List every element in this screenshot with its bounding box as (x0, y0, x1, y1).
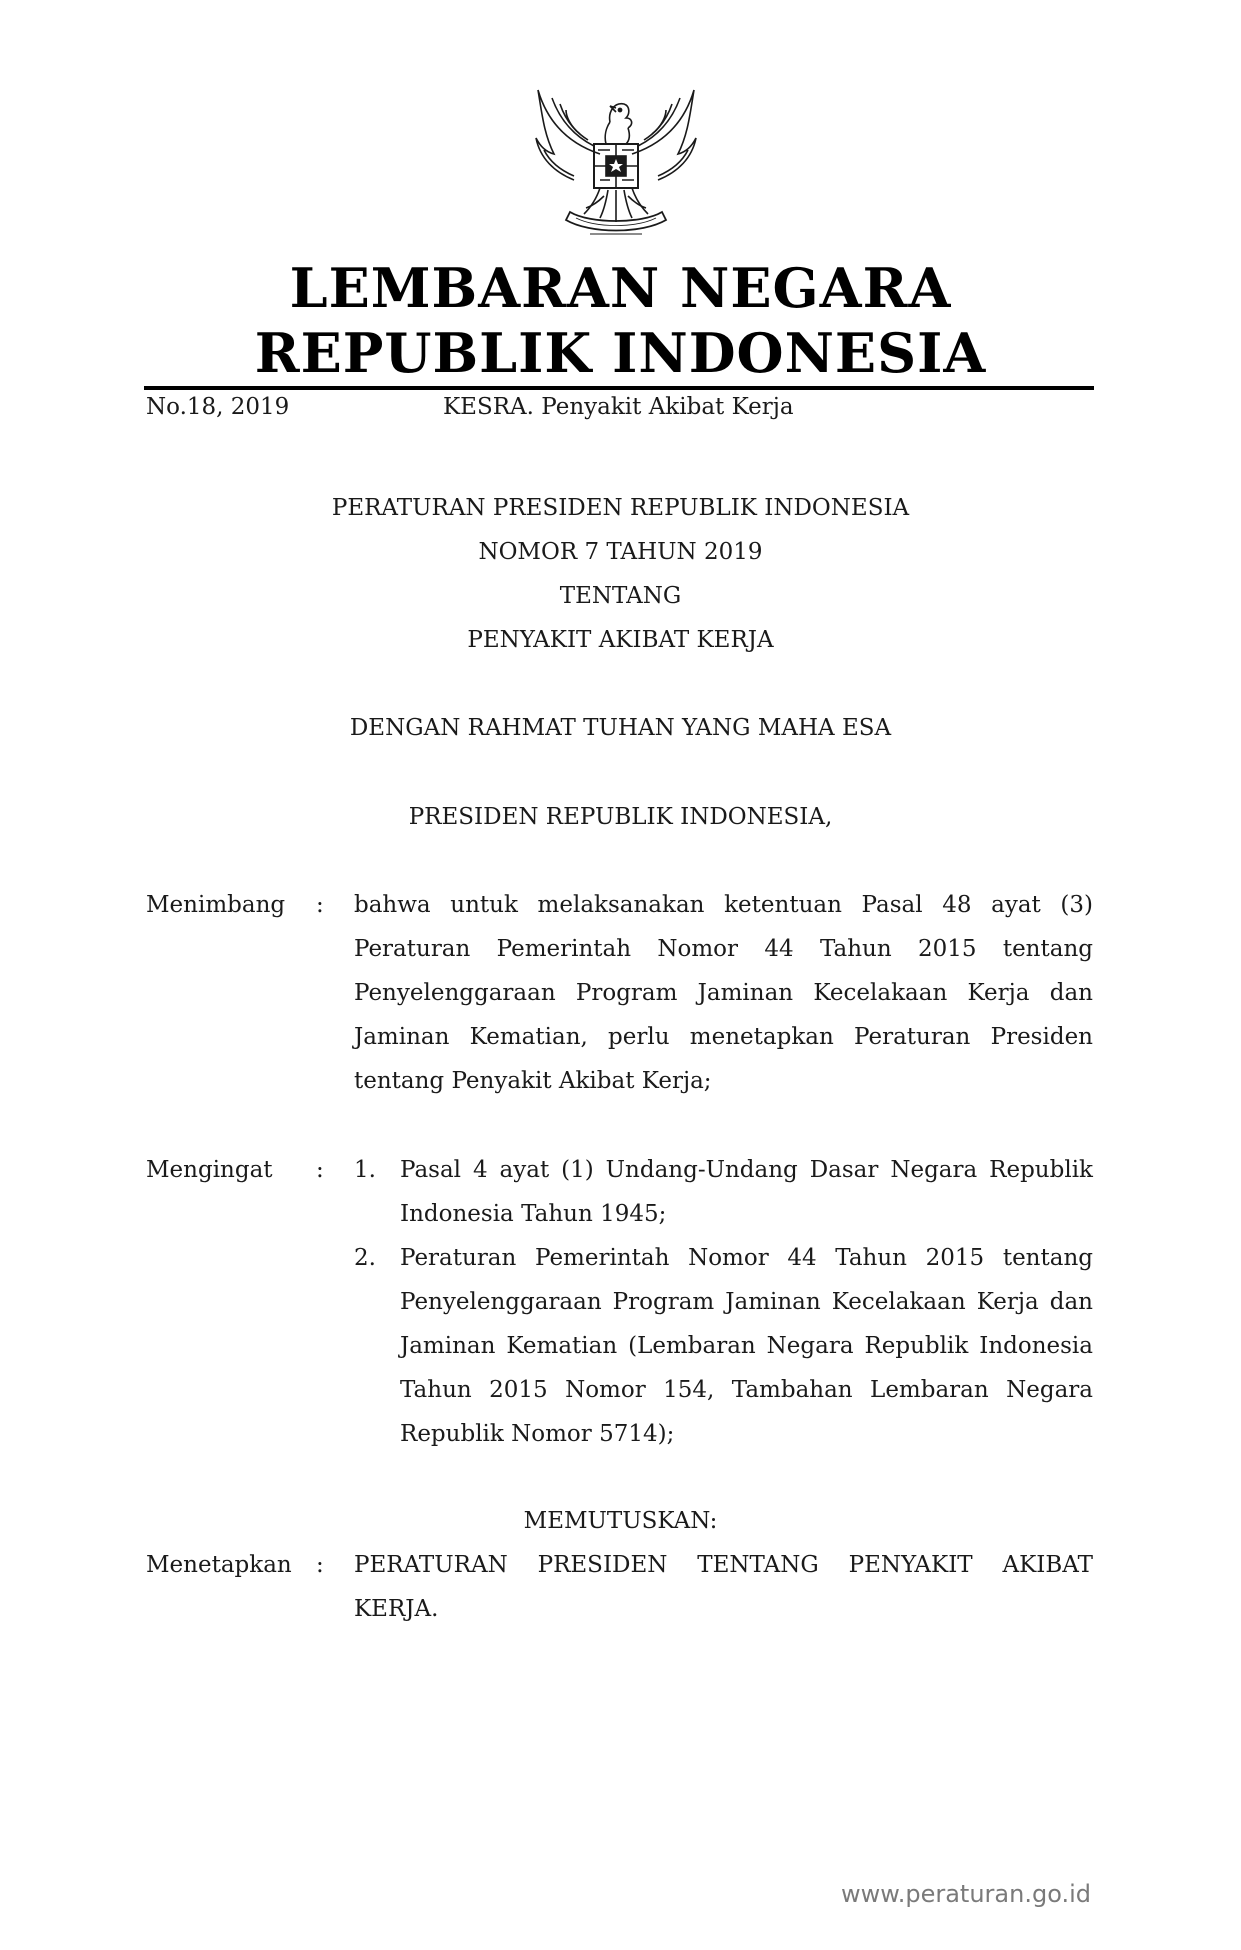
menimbang-text: bahwa untuk melaksanakan ketentuan Pasal 48 ayat (3) Peraturan Pemerintah Nomor 44 Tahun 2015 tentang Penyelenggaraan Program Jaminan Kecelakaan Kerja dan Jaminan Kematian, perlu menetapkan Peraturan Presiden tentang Penyakit Akibat Kerja; (354, 892, 1093, 1094)
mengingat-label: Mengingat (146, 1157, 273, 1183)
mengingat-item-1-text: Pasal 4 ayat (1) Undang-Undang Dasar Negara Republik Indonesia Tahun 1945; (400, 1157, 1093, 1227)
president-heading: PRESIDEN REPUBLIK INDONESIA, (408, 804, 833, 830)
memutuskan-heading: MEMUTUSKAN: (523, 1508, 718, 1534)
masthead-line-2: REPUBLIK INDONESIA (254, 321, 987, 385)
mengingat-item-2-text: Peraturan Pemerintah Nomor 44 Tahun 2015 tentang Penyelenggaraan Program Jaminan Kecelakaan Kerja dan Jaminan Kematian (Lembaran Negara Republik Indonesia Tahun 2015 Nomor 154, Tambahan Lembaran Negara Republik Nomor 5714); (400, 1245, 1093, 1447)
menetapkan-colon: : (316, 1552, 324, 1578)
mengingat-colon: : (316, 1157, 324, 1183)
gazette-number: No.18, 2019 (146, 394, 290, 420)
menimbang-label: Menimbang (146, 892, 286, 918)
masthead-line-1: LEMBARAN NEGARA (289, 256, 952, 320)
title-line-3: TENTANG (559, 583, 682, 609)
garuda-pancasila-icon (530, 84, 702, 244)
invocation: DENGAN RAHMAT TUHAN YANG MAHA ESA (349, 715, 892, 741)
gazette-category: KESRA. Penyakit Akibat Kerja (443, 394, 794, 420)
menimbang-colon: : (316, 892, 324, 918)
masthead-divider (144, 386, 1094, 390)
title-line-4: PENYAKIT AKIBAT KERJA (467, 627, 774, 653)
mengingat-item-2-number: 2. (354, 1245, 376, 1271)
footer-url: www.peraturan.go.id (841, 1880, 1091, 1908)
title-line-1: PERATURAN PRESIDEN REPUBLIK INDONESIA (331, 495, 910, 521)
mengingat-item-1-number: 1. (354, 1157, 376, 1183)
menetapkan-text: PERATURAN PRESIDEN TENTANG PENYAKIT AKIBAT KERJA. (354, 1552, 1093, 1622)
menetapkan-label: Menetapkan (146, 1552, 292, 1578)
title-line-2: NOMOR 7 TAHUN 2019 (478, 539, 763, 565)
